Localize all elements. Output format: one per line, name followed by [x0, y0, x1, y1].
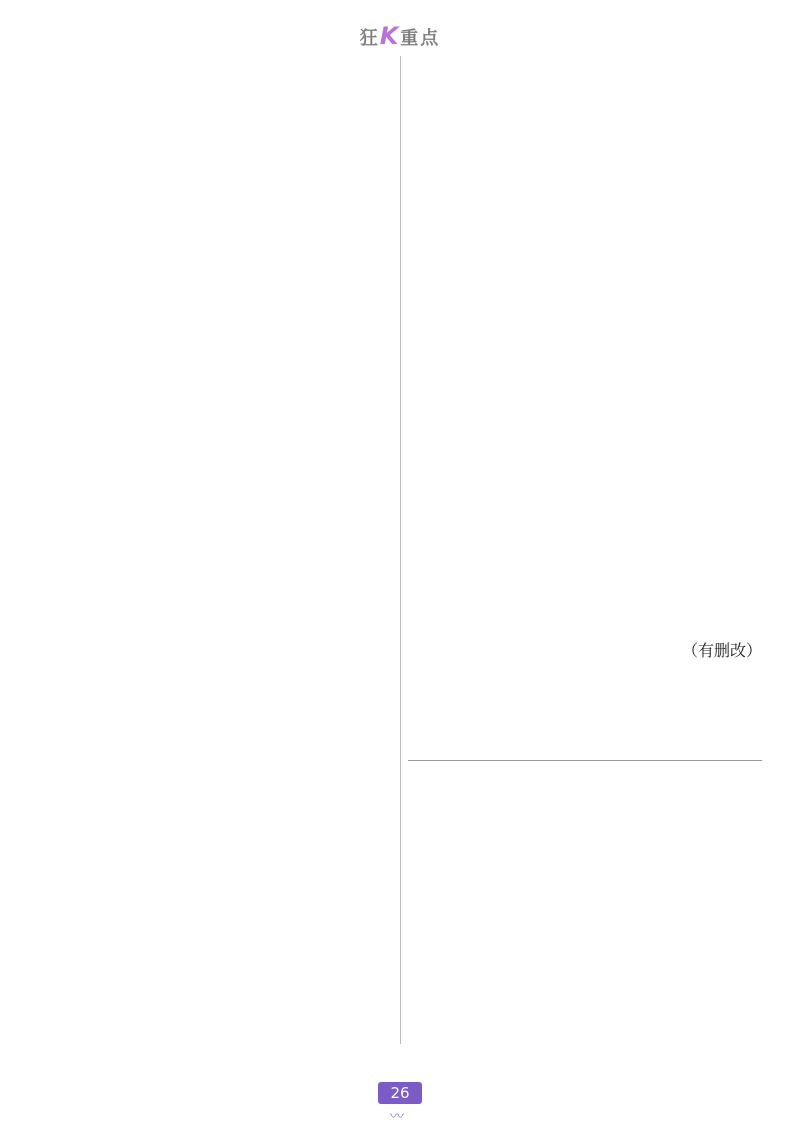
header-prefix: 狂 [359, 28, 380, 49]
page-ornament-icon: 〰 [390, 1109, 404, 1125]
header-suffix: 重点 [400, 28, 441, 49]
section-rule [408, 760, 762, 761]
page-number: 26 [378, 1082, 422, 1104]
page-header [0, 22, 800, 50]
column-divider [400, 56, 401, 1044]
source-note: （有删改） [681, 641, 762, 660]
k-logo-icon: K [379, 22, 401, 50]
